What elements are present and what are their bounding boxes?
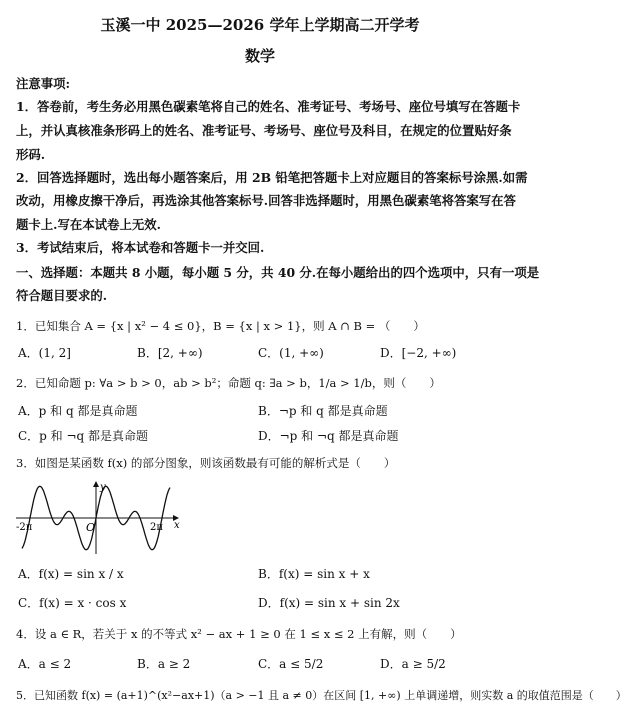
q4-option-d[interactable]: D．a ≥ 5/2 [380,657,446,671]
q2-option-b[interactable]: B．¬p 和 q 都是真命题 [258,404,388,418]
x-axis-label: x [174,520,180,531]
notice-line: 题卡上.写在本试卷上无效. [16,217,161,232]
exam-subject: 数学 [244,47,275,65]
notice-heading: 注意事项: [16,76,71,91]
question-3-stem: 3．如图是某函数 f(x) 的部分图象，则该函数最有可能的解析式是（ ） [16,456,396,470]
question-2-stem: 2．已知命题 p: ∀a > b > 0，ab > b²；命题 q: ∃a > b，1/a > 1/b，则（ ） [16,376,441,390]
notice-line: 1．答卷前，考生务必用黑色碳素笔将自己的姓名、准考证号、考场号、座位号填写在答题卡 [16,99,521,114]
q2-option-a[interactable]: A．p 和 q 都是真命题 [18,404,138,418]
q4-option-c[interactable]: C．a ≤ 5/2 [258,657,324,671]
question-5-stem: 5．已知函数 f(x) = (a+1)^(x²−ax+1)（a > −1 且 a ≠ 0）在区间 [1, +∞) 上单调递增，则实数 a 的取值范围是（ ） [16,689,627,702]
tick-label-left: -2π [16,522,33,533]
notice-line: 上，并认真核准条形码上的姓名、准考证号、考场号、座位号及科目，在规定的位置贴好条 [16,123,512,138]
q2-option-c[interactable]: C．p 和 ¬q 都是真命题 [18,429,149,443]
section-heading: 一、选择题：本题共 8 小题，每小题 5 分，共 40 分.在每小题给出的四个选项中，只有一项是 [16,265,540,280]
question-1-stem: 1．已知集合 A = {x | x² − 4 ≤ 0}，B = {x | x > 1}，则 A ∩ B = （ ） [16,319,425,333]
q3-option-d[interactable]: D．f(x) = sin x + sin 2x [258,596,400,610]
q1-option-d[interactable]: D．[−2, +∞) [380,346,457,360]
question-4-stem: 4．设 a ∈ R，若关于 x 的不等式 x² − ax + 1 ≥ 0 在 1 ≤ x ≤ 2 上有解，则（ ） [16,627,462,641]
q3-option-c[interactable]: C．f(x) = x · cos x [18,596,127,610]
y-axis-label: y [100,482,106,493]
notice-line: 形码. [16,147,46,162]
function-graph [14,478,184,558]
q1-option-c[interactable]: C．(1, +∞) [258,346,324,360]
tick-label-right: 2π [150,522,163,533]
notice-line: 改动，用橡皮擦干净后，再选涂其他答案标号.回答非选择题时，用黑色碳素笔将答案写在答 [16,193,516,208]
q3-option-b[interactable]: B．f(x) = sin x + x [258,567,370,581]
notice-line: 2．回答选择题时，选出每小题答案后，用 2B 铅笔把答题卡上对应题目的答案标号涂黑.如需 [16,170,528,185]
q4-option-b[interactable]: B．a ≥ 2 [137,657,191,671]
q4-option-a[interactable]: A．a ≤ 2 [18,657,72,671]
q1-option-b[interactable]: B．[2, +∞) [137,346,203,360]
notice-line: 3．考试结束后，将本试卷和答题卡一并交回. [16,240,265,255]
q1-option-a[interactable]: A．(1, 2] [18,346,71,360]
section-heading: 符合题目要求的. [16,288,108,303]
q2-option-d[interactable]: D．¬p 和 ¬q 都是真命题 [258,429,399,443]
exam-title: 玉溪一中 2025—2026 学年上学期高二开学考 [100,16,420,34]
origin-label: O [86,521,96,534]
q3-option-a[interactable]: A．f(x) = sin x / x [18,567,124,581]
